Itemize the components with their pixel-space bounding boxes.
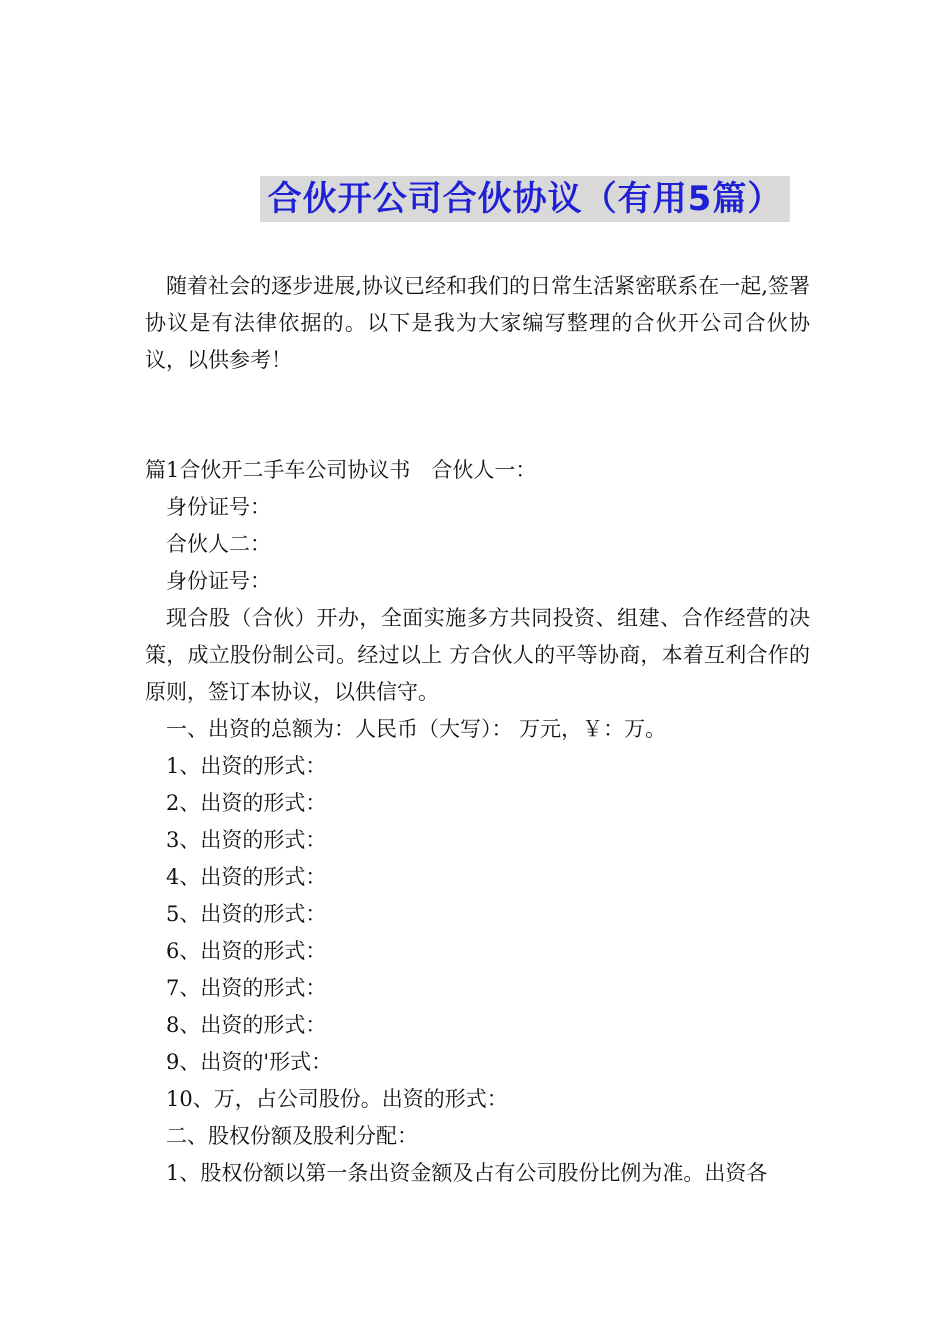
body-line: 二、股权份额及股利分配：: [166, 1124, 418, 1148]
body-line: 2、出资的形式：: [166, 791, 327, 815]
intro-paragraph: 随着社会的逐步进展,协议已经和我们的日常生活紧密联系在一起,签署协议是有法律依据的。以下是我为大家编写整理的合伙开公司合伙协议，以供参考！: [145, 274, 810, 372]
body-line: 10、万，占公司股份。出资的形式：: [166, 1087, 508, 1111]
document-body: [145, 452, 810, 1192]
document-title: 合伙开公司合伙协议（有用5篇）: [260, 176, 791, 222]
body-line: 3、出资的形式：: [166, 828, 327, 852]
body-line: 5、出资的形式：: [166, 902, 327, 926]
body-line: 1、股权份额以第一条出资金额及占有公司股份比例为准。出资各: [166, 1161, 768, 1185]
body-line: 一、出资的总额为：人民币（大写）： 万元，￥：万。: [166, 717, 667, 741]
body-line: 8、出资的形式：: [166, 1013, 327, 1037]
body-line: 4、出资的形式：: [166, 865, 327, 889]
title-container: [0, 176, 950, 222]
body-line: 7、出资的形式：: [166, 976, 327, 1000]
body-line: 现合股（合伙）开办，全面实施多方共同投资、组建、合作经营的决策，成立股份制公司。经过以上 方合伙人的平等协商，本着互利合作的原则，签订本协议，以供信守。: [145, 606, 810, 704]
body-line: 身份证号：: [166, 495, 271, 519]
body-line: 合伙人二：: [166, 532, 271, 556]
body-line: 6、出资的形式：: [166, 939, 327, 963]
body-line: 1、出资的形式：: [166, 754, 327, 778]
body-line: 篇1合伙开二手车公司协议书 合伙人一：: [145, 458, 537, 482]
body-line: 身份证号：: [166, 569, 271, 593]
body-line: 9、出资的'形式：: [166, 1050, 333, 1074]
